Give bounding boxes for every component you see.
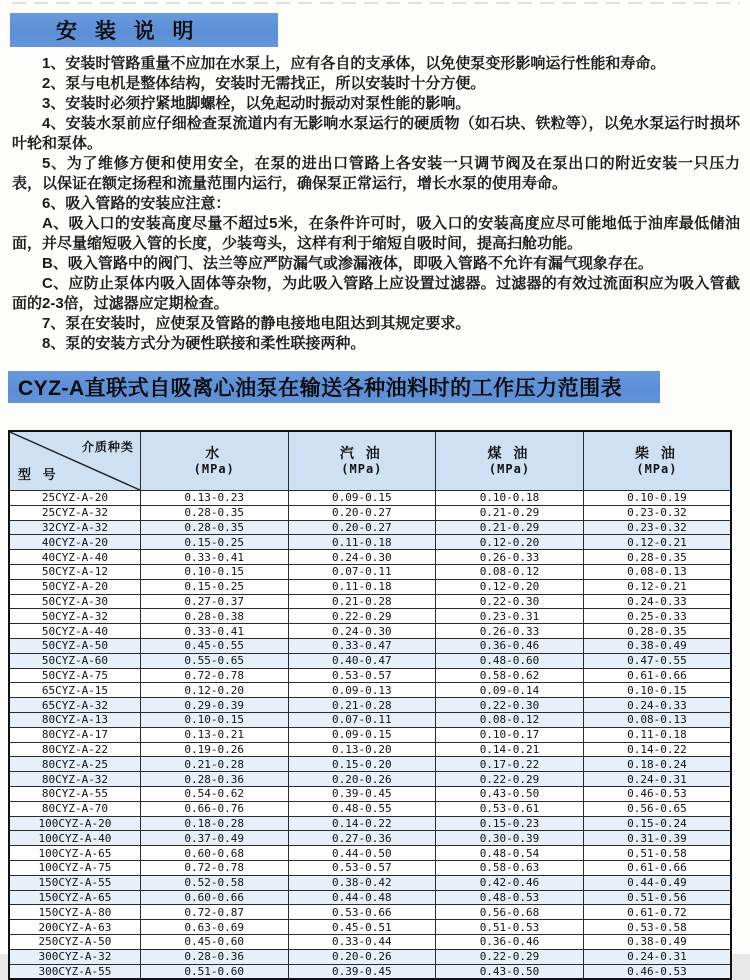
pressure-value-cell: 0.18-0.24 xyxy=(583,757,731,772)
pressure-value-cell: 0.23-0.31 xyxy=(436,609,584,624)
pressure-value-cell: 0.51-0.60 xyxy=(140,964,288,979)
pressure-value-cell: 0.40-0.47 xyxy=(288,653,436,668)
instruction-item: 5、为了维修方便和使用安全，在泵的进出口管路上各安装一只调节阀及在泵出口的附近安装一只压力表，以保证在额定扬程和流量范围内运行，确保泵正常运行，增长水泵的使用寿命。 xyxy=(12,155,740,192)
table-row xyxy=(9,491,731,506)
pressure-value-cell: 0.45-0.51 xyxy=(288,920,436,935)
pressure-value-cell: 0.48-0.55 xyxy=(288,801,436,816)
pressure-value-cell: 0.13-0.21 xyxy=(140,727,288,742)
pressure-value-cell: 0.61-0.72 xyxy=(583,905,731,920)
pressure-value-cell: 0.51-0.56 xyxy=(583,890,731,905)
pressure-value-cell: 0.21-0.28 xyxy=(288,698,436,713)
table-row xyxy=(9,712,731,727)
pressure-value-cell: 0.55-0.65 xyxy=(140,653,288,668)
table-row xyxy=(9,698,731,713)
pressure-value-cell: 0.58-0.63 xyxy=(436,860,584,875)
pressure-value-cell: 0.23-0.32 xyxy=(583,505,731,520)
pressure-value-cell: 0.43-0.50 xyxy=(436,964,584,979)
pressure-value-cell: 0.51-0.58 xyxy=(583,846,731,861)
pressure-value-cell: 0.12-0.21 xyxy=(583,535,731,550)
table-row xyxy=(9,786,731,801)
model-cell: 80CYZ-A-25 xyxy=(9,757,140,772)
table-row xyxy=(9,757,731,772)
pressure-value-cell: 0.26-0.33 xyxy=(436,550,584,565)
model-cell: 80CYZ-A-13 xyxy=(9,712,140,727)
pressure-value-cell: 0.28-0.35 xyxy=(140,505,288,520)
pressure-value-cell: 0.48-0.60 xyxy=(436,653,584,668)
pressure-value-cell: 0.53-0.58 xyxy=(583,920,731,935)
pressure-value-cell: 0.44-0.48 xyxy=(288,890,436,905)
pressure-value-cell: 0.08-0.12 xyxy=(436,564,584,579)
table-row xyxy=(9,890,731,905)
pressure-value-cell: 0.51-0.53 xyxy=(436,920,584,935)
pressure-value-cell: 0.72-0.78 xyxy=(140,668,288,683)
pressure-value-cell: 0.45-0.60 xyxy=(140,934,288,949)
pressure-value-cell: 0.66-0.76 xyxy=(140,801,288,816)
table-row xyxy=(9,638,731,653)
pressure-value-cell: 0.53-0.66 xyxy=(288,905,436,920)
pressure-value-cell: 0.17-0.22 xyxy=(436,757,584,772)
table-row xyxy=(9,653,731,668)
pressure-value-cell: 0.30-0.39 xyxy=(436,831,584,846)
model-cell: 50CYZ-A-30 xyxy=(9,594,140,609)
model-cell: 50CYZ-A-40 xyxy=(9,624,140,639)
table-row xyxy=(9,594,731,609)
model-cell: 100CYZ-A-65 xyxy=(9,846,140,861)
pressure-value-cell: 0.20-0.26 xyxy=(288,772,436,787)
table-row xyxy=(9,579,731,594)
model-cell: 150CYZ-A-55 xyxy=(9,875,140,890)
instruction-item: A、吸入口的安装高度尽量不超过5米，在条件许可时，吸入口的安装高度应尽可能地低于油库最低储油面，并尽量缩短吸入管的长度，少装弯头，这样有利于缩短自吸时间，提高扫舱功能。 xyxy=(12,215,740,252)
table-row xyxy=(9,772,731,787)
pressure-value-cell: 0.33-0.41 xyxy=(140,624,288,639)
table-row xyxy=(9,550,731,565)
pressure-value-cell: 0.46-0.53 xyxy=(583,964,731,979)
pressure-value-cell: 0.21-0.29 xyxy=(436,505,584,520)
column-header-kerosene: 煤 油 (MPa) xyxy=(436,431,584,491)
pressure-value-cell: 0.63-0.69 xyxy=(140,920,288,935)
scan-artifact-line xyxy=(12,2,740,4)
model-cell: 300CYZ-A-55 xyxy=(9,964,140,979)
pressure-value-cell: 0.61-0.66 xyxy=(583,860,731,875)
column-header-water: 水 (MPa) xyxy=(140,431,288,491)
model-cell: 200CYZ-A-63 xyxy=(9,920,140,935)
instruction-item: 7、泵在安装时，应使泵及管路的静电接地电阻达到其规定要求。 xyxy=(42,315,471,332)
pressure-value-cell: 0.29-0.39 xyxy=(140,698,288,713)
pressure-value-cell: 0.08-0.12 xyxy=(436,712,584,727)
pressure-value-cell: 0.12-0.20 xyxy=(436,535,584,550)
table-row xyxy=(9,875,731,890)
pressure-value-cell: 0.13-0.23 xyxy=(140,491,288,506)
pressure-value-cell: 0.15-0.20 xyxy=(288,757,436,772)
table-row xyxy=(9,535,731,550)
pressure-value-cell: 0.38-0.49 xyxy=(583,934,731,949)
pressure-value-cell: 0.22-0.30 xyxy=(436,698,584,713)
model-cell: 65CYZ-A-32 xyxy=(9,698,140,713)
pressure-value-cell: 0.21-0.28 xyxy=(288,594,436,609)
model-cell: 50CYZ-A-32 xyxy=(9,609,140,624)
pressure-value-cell: 0.22-0.29 xyxy=(436,772,584,787)
section-title-bar xyxy=(10,13,278,47)
model-cell: 50CYZ-A-12 xyxy=(9,564,140,579)
model-cell: 150CYZ-A-65 xyxy=(9,890,140,905)
pressure-value-cell: 0.48-0.54 xyxy=(436,846,584,861)
pressure-value-cell: 0.15-0.23 xyxy=(436,816,584,831)
instruction-item: B、吸入管路中的阀门、法兰等应严防漏气或渗漏液体，即吸入管路不允许有漏气现象存在。 xyxy=(42,255,653,272)
pressure-value-cell: 0.07-0.11 xyxy=(288,564,436,579)
pressure-value-cell: 0.38-0.42 xyxy=(288,875,436,890)
pressure-value-cell: 0.22-0.29 xyxy=(436,949,584,964)
pressure-value-cell: 0.72-0.78 xyxy=(140,860,288,875)
table-row xyxy=(9,801,731,816)
pressure-value-cell: 0.18-0.28 xyxy=(140,816,288,831)
pressure-value-cell: 0.11-0.18 xyxy=(288,535,436,550)
pressure-value-cell: 0.44-0.50 xyxy=(288,846,436,861)
table-row xyxy=(9,816,731,831)
model-cell: 50CYZ-A-20 xyxy=(9,579,140,594)
model-cell: 40CYZ-A-20 xyxy=(9,535,140,550)
model-cell: 100CYZ-A-75 xyxy=(9,860,140,875)
model-cell: 65CYZ-A-15 xyxy=(9,683,140,698)
model-cell: 100CYZ-A-40 xyxy=(9,831,140,846)
pressure-value-cell: 0.31-0.39 xyxy=(583,831,731,846)
model-cell: 50CYZ-A-75 xyxy=(9,668,140,683)
table-row xyxy=(9,668,731,683)
section-title: 安 装 说 明 xyxy=(56,20,200,43)
table-row xyxy=(9,860,731,875)
pressure-value-cell: 0.27-0.37 xyxy=(140,594,288,609)
model-cell: 100CYZ-A-20 xyxy=(9,816,140,831)
pressure-value-cell: 0.33-0.47 xyxy=(288,638,436,653)
pressure-value-cell: 0.33-0.44 xyxy=(288,934,436,949)
model-cell: 80CYZ-A-55 xyxy=(9,786,140,801)
instruction-item: 3、安装时必须拧紧地脚螺栓，以免起动时振动对泵性能的影响。 xyxy=(42,95,471,112)
working-pressure-table xyxy=(8,430,732,980)
model-cell: 80CYZ-A-22 xyxy=(9,742,140,757)
pressure-value-cell: 0.20-0.27 xyxy=(288,520,436,535)
pressure-value-cell: 0.60-0.66 xyxy=(140,890,288,905)
pressure-value-cell: 0.21-0.28 xyxy=(140,757,288,772)
pressure-value-cell: 0.11-0.18 xyxy=(583,727,731,742)
pressure-value-cell: 0.24-0.31 xyxy=(583,949,731,964)
pressure-value-cell: 0.36-0.46 xyxy=(436,934,584,949)
installation-instructions xyxy=(12,54,740,354)
pressure-table-title: CYZ-A直联式自吸离心油泵在输送各种油料时的工作压力范围表 xyxy=(18,377,623,400)
pressure-value-cell: 0.08-0.13 xyxy=(583,564,731,579)
pressure-value-cell: 0.25-0.33 xyxy=(583,609,731,624)
pressure-value-cell: 0.58-0.62 xyxy=(436,668,584,683)
corner-label-medium-type: 介质种类 xyxy=(81,440,134,454)
pressure-value-cell: 0.46-0.53 xyxy=(583,786,731,801)
pressure-value-cell: 0.12-0.21 xyxy=(583,579,731,594)
model-cell: 50CYZ-A-60 xyxy=(9,653,140,668)
pressure-value-cell: 0.13-0.20 xyxy=(288,742,436,757)
model-cell: 300CYZ-A-32 xyxy=(9,949,140,964)
pressure-value-cell: 0.39-0.45 xyxy=(288,964,436,979)
pressure-value-cell: 0.28-0.35 xyxy=(583,550,731,565)
table-row xyxy=(9,934,731,949)
pressure-value-cell: 0.60-0.68 xyxy=(140,846,288,861)
column-header-gasoline: 汽 油 (MPa) xyxy=(288,431,436,491)
pressure-value-cell: 0.22-0.30 xyxy=(436,594,584,609)
pressure-value-cell: 0.24-0.33 xyxy=(583,594,731,609)
pressure-value-cell: 0.10-0.17 xyxy=(436,727,584,742)
pressure-value-cell: 0.33-0.41 xyxy=(140,550,288,565)
pressure-value-cell: 0.12-0.20 xyxy=(140,683,288,698)
pressure-value-cell: 0.09-0.15 xyxy=(288,727,436,742)
model-cell: 80CYZ-A-32 xyxy=(9,772,140,787)
pressure-value-cell: 0.24-0.33 xyxy=(583,698,731,713)
pressure-value-cell: 0.15-0.24 xyxy=(583,816,731,831)
model-cell: 50CYZ-A-50 xyxy=(9,638,140,653)
diagonal-corner-cell xyxy=(9,431,140,491)
pressure-value-cell: 0.26-0.33 xyxy=(436,624,584,639)
pressure-value-cell: 0.53-0.61 xyxy=(436,801,584,816)
pressure-value-cell: 0.12-0.20 xyxy=(436,579,584,594)
pressure-value-cell: 0.21-0.29 xyxy=(436,520,584,535)
pressure-value-cell: 0.37-0.49 xyxy=(140,831,288,846)
corner-label-model: 型 号 xyxy=(18,467,60,482)
table-header-row xyxy=(9,431,731,491)
pressure-table-banner xyxy=(8,371,660,403)
column-header-diesel: 柴 油 (MPa) xyxy=(583,431,731,491)
pressure-value-cell: 0.24-0.30 xyxy=(288,550,436,565)
pressure-value-cell: 0.10-0.15 xyxy=(140,564,288,579)
pressure-value-cell: 0.28-0.35 xyxy=(583,624,731,639)
pressure-value-cell: 0.09-0.15 xyxy=(288,491,436,506)
pressure-value-cell: 0.24-0.30 xyxy=(288,624,436,639)
pressure-value-cell: 0.14-0.21 xyxy=(436,742,584,757)
pressure-value-cell: 0.36-0.46 xyxy=(436,638,584,653)
table-row xyxy=(9,520,731,535)
pressure-value-cell: 0.48-0.53 xyxy=(436,890,584,905)
pressure-value-cell: 0.44-0.49 xyxy=(583,875,731,890)
pressure-value-cell: 0.10-0.18 xyxy=(436,491,584,506)
model-cell: 80CYZ-A-70 xyxy=(9,801,140,816)
pressure-value-cell: 0.38-0.49 xyxy=(583,638,731,653)
pressure-value-cell: 0.19-0.26 xyxy=(140,742,288,757)
table-row xyxy=(9,905,731,920)
table-row xyxy=(9,949,731,964)
pressure-value-cell: 0.52-0.58 xyxy=(140,875,288,890)
model-cell: 32CYZ-A-32 xyxy=(9,520,140,535)
table-row xyxy=(9,742,731,757)
pressure-value-cell: 0.53-0.57 xyxy=(288,860,436,875)
instruction-item: 2、泵与电机是整体结构，安装时无需找正，所以安装时十分方便。 xyxy=(42,75,486,92)
pressure-value-cell: 0.43-0.50 xyxy=(436,786,584,801)
pressure-value-cell: 0.09-0.14 xyxy=(436,683,584,698)
pressure-value-cell: 0.47-0.55 xyxy=(583,653,731,668)
pressure-value-cell: 0.28-0.35 xyxy=(140,520,288,535)
pressure-value-cell: 0.28-0.36 xyxy=(140,949,288,964)
table-row xyxy=(9,846,731,861)
table-body xyxy=(9,491,731,980)
pressure-value-cell: 0.10-0.15 xyxy=(583,683,731,698)
table-row xyxy=(9,683,731,698)
instruction-item: 6、吸入管路的安装应注意： xyxy=(42,195,231,212)
pressure-value-cell: 0.28-0.38 xyxy=(140,609,288,624)
table-row xyxy=(9,964,731,979)
pressure-value-cell: 0.09-0.13 xyxy=(288,683,436,698)
pressure-value-cell: 0.22-0.29 xyxy=(288,609,436,624)
table-row xyxy=(9,564,731,579)
table-row xyxy=(9,505,731,520)
pressure-value-cell: 0.15-0.25 xyxy=(140,535,288,550)
instruction-item: 4、安装水泵前应仔细检查泵流道内有无影响水泵运行的硬质物（如石块、铁粒等），以免水泵运行时损坏叶轮和泵体。 xyxy=(12,115,740,152)
pressure-value-cell: 0.24-0.31 xyxy=(583,772,731,787)
table-row xyxy=(9,920,731,935)
model-cell: 25CYZ-A-20 xyxy=(9,491,140,506)
table-row xyxy=(9,624,731,639)
model-cell: 25CYZ-A-32 xyxy=(9,505,140,520)
table-row xyxy=(9,609,731,624)
model-cell: 150CYZ-A-80 xyxy=(9,905,140,920)
pressure-value-cell: 0.28-0.36 xyxy=(140,772,288,787)
table-row xyxy=(9,727,731,742)
pressure-value-cell: 0.61-0.66 xyxy=(583,668,731,683)
pressure-value-cell: 0.45-0.55 xyxy=(140,638,288,653)
model-cell: 40CYZ-A-40 xyxy=(9,550,140,565)
instruction-item: 8、泵的安装方式分为硬性联接和柔性联接两种。 xyxy=(42,335,366,352)
instruction-item: C、应防止泵体内吸入固体等杂物，为此吸入管路上应设置过滤器。过滤器的有效过流面积应为吸入管截面的2-3倍，过滤器应定期检查。 xyxy=(12,275,740,312)
pressure-value-cell: 0.10-0.19 xyxy=(583,491,731,506)
instruction-item: 1、安装时管路重量不应加在水泵上，应有各自的支承体，以免使泵变形影响运行性能和寿命。 xyxy=(42,55,666,72)
pressure-value-cell: 0.15-0.25 xyxy=(140,579,288,594)
pressure-value-cell: 0.14-0.22 xyxy=(583,742,731,757)
model-cell: 250CYZ-A-50 xyxy=(9,934,140,949)
pressure-value-cell: 0.07-0.11 xyxy=(288,712,436,727)
pressure-value-cell: 0.56-0.65 xyxy=(583,801,731,816)
pressure-value-cell: 0.20-0.26 xyxy=(288,949,436,964)
pressure-value-cell: 0.10-0.15 xyxy=(140,712,288,727)
pressure-value-cell: 0.27-0.36 xyxy=(288,831,436,846)
pressure-value-cell: 0.54-0.62 xyxy=(140,786,288,801)
pressure-value-cell: 0.14-0.22 xyxy=(288,816,436,831)
pressure-value-cell: 0.23-0.32 xyxy=(583,520,731,535)
pressure-value-cell: 0.08-0.13 xyxy=(583,712,731,727)
pressure-value-cell: 0.72-0.87 xyxy=(140,905,288,920)
pressure-value-cell: 0.53-0.57 xyxy=(288,668,436,683)
model-cell: 80CYZ-A-17 xyxy=(9,727,140,742)
pressure-value-cell: 0.11-0.18 xyxy=(288,579,436,594)
pressure-value-cell: 0.39-0.45 xyxy=(288,786,436,801)
pressure-value-cell: 0.20-0.27 xyxy=(288,505,436,520)
table-row xyxy=(9,831,731,846)
pressure-value-cell: 0.42-0.46 xyxy=(436,875,584,890)
pressure-value-cell: 0.56-0.68 xyxy=(436,905,584,920)
